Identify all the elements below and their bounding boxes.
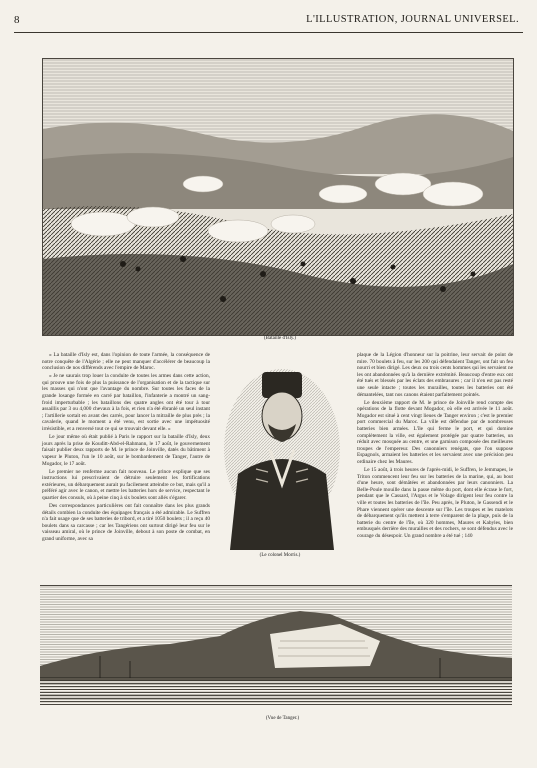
- paragraph: « La bataille d'Isly est, dans l'opinion de toute l'armée, la conséquence de notre conquête de l'Algérie ; elle ne peut manquer d'accélérer de beaucoup la conclusion de nos différends avec l'empire de Maroc.: [42, 352, 210, 372]
- header-rule: [14, 32, 523, 33]
- battle-caption: (Bataille d'Isly.): [264, 336, 296, 341]
- tanger-caption: (Vue de Tanger.): [265, 716, 300, 721]
- right-text-column: [357, 352, 513, 541]
- paragraph: Des correspondances particulières ont fait connaître dans les plus grands détails combien la conduite des équipages français a été admirable. Le Suffren n'a fait usage que de ses batteries de tribord, et a tiré 1050 boulets ; il a reçu 40 boulets dans sa carcasse ; car les Tangériens ont surtout dirigé leur feu sur le vaisseau amiral, où le prince de Joinville, debout à son poste de combat, en grand uniforme, avec sa: [42, 503, 210, 543]
- paragraph: plaque de la Légion d'honneur sur la poitrine, leur servait de point de mire. 70 boulets à feu, sur les 200 qui défendaient Tanger, ont fait un feu nourri et bien dirigé. Les deux ou trois cents hommes qui les servaient ne les ont abandonnées qu'à la dernière extrémité. Beaucoup d'entre eux ont été tués et blessés par les éclats des embrasures ; car il n'en est pas resté une seule intacte ; toutes les murailles, toutes les batteries ont été démantelées, tant nos canons étaient parfaitement pointés.: [357, 352, 513, 398]
- paragraph: Le premier ne renferme aucun fait nouveau. Le prince explique que ses instructions lui prescrivaient de détruire seulement les fortifications extérieures, un débarquement aurait pu facilement atteindre ce but, mais qu'il a préféré agir avec le canon, et mettre les batteries hors de service, respectant le quartier des consuls, où à peine cinq à six boulets sont allés s'égarer.: [42, 468, 210, 501]
- journal-title: L'ILLUSTRATION, JOURNAL UNIVERSEL.: [306, 14, 519, 25]
- tanger-engraving: [40, 585, 512, 705]
- paragraph: Le jour même où était publié à Paris le rapport sur la bataille d'Isly, deux jours après la prise de Kouditt-Abd-el-Rahmann, le 17 août, le gouvernement faisait publier deux rapports de M. le prince de Joinville, datés du bâtiment à vapeur le Pluton, l'un le 10 août, sur le bombardement de Tanger, l'autre de Mogador, le 17 août.: [42, 434, 210, 467]
- left-text-column: [42, 352, 210, 544]
- page-number: 8: [14, 14, 20, 26]
- colonel-caption: (Le colonel Morris.): [259, 553, 301, 558]
- battle-engraving: [42, 58, 514, 336]
- page-header: [14, 14, 523, 28]
- colonel-portrait: [216, 354, 348, 550]
- paragraph: Le 15 août, à trois heures de l'après-midi, le Suffren, le Jemmapes, le Triton commencent leur feu sur les batteries de la marine, qui, au bout d'une heure, sont démâtées et abandonnées par leurs canonniers. La Belle-Poule mouille dans la passe même du port, dont elle écrase le fort, pendant que le Cassard, l'Argus et le Volage dirigent leur feu contre la ville et toutes les batteries de l'île. Peu après, le Pluton, le Gassendi et le Phare viennent opérer une descente sur l'île. Les troupes et les matelots de débarquement qu'ils mettent à terre s'emparent de la plage, puis de la batterie du centre de l'île, où 320 hommes, Maures et Kabyles, bien embusqués derrière des murailles et des rochers, se sont défendus avec le courage du désespoir. Un grand nombre a été tué ; 140: [357, 467, 513, 540]
- paragraph: « Je ne saurais trop louer la conduite de toutes les armes dans cette action, qui prouve une fois de plus la puissance de l'organisation et de la tactique sur les masses qui n'ont que l'avantage du nombre. Sur toutes les faces de la grande losange formée en carré par bataillon, l'infanterie a montré un sang-froid imperturbable ; les bataillons des quatre angles ont été tour à tour assaillis par 3 ou 4,000 chevaux à la fois, et rien n'a été ébranlé un seul instant ; l'artillerie sortait en avant des carrés, pour lancer la mitraille de plus près ; la cavalerie, quand le moment a été venu, est sortie avec une impétuosité irrésistible, et a renversé tout ce qui se trouvait devant elle. »: [42, 373, 210, 433]
- paragraph: Le deuxième rapport de M. le prince de Joinville rend compte des opérations de la flotte devant Mogador, où elle est arrivée le 11 août. Mogador est situé à cent vingt lieues de Tanger environ ; c'est le premier port commercial du Maroc. La ville est défendue par de nombreuses batteries bien armées. L'île qui ferme le port, et qui domine complètement la ville, est également protégée par quatre batteries, un réduit avec mosquée au centre, et une garnison composée des meilleures troupes de l'empereur. Des canonniers renégats, que l'on suppose Espagnols, armaient les batteries et les servaient avec une précision peu ordinaire chez les Maures.: [357, 399, 513, 465]
